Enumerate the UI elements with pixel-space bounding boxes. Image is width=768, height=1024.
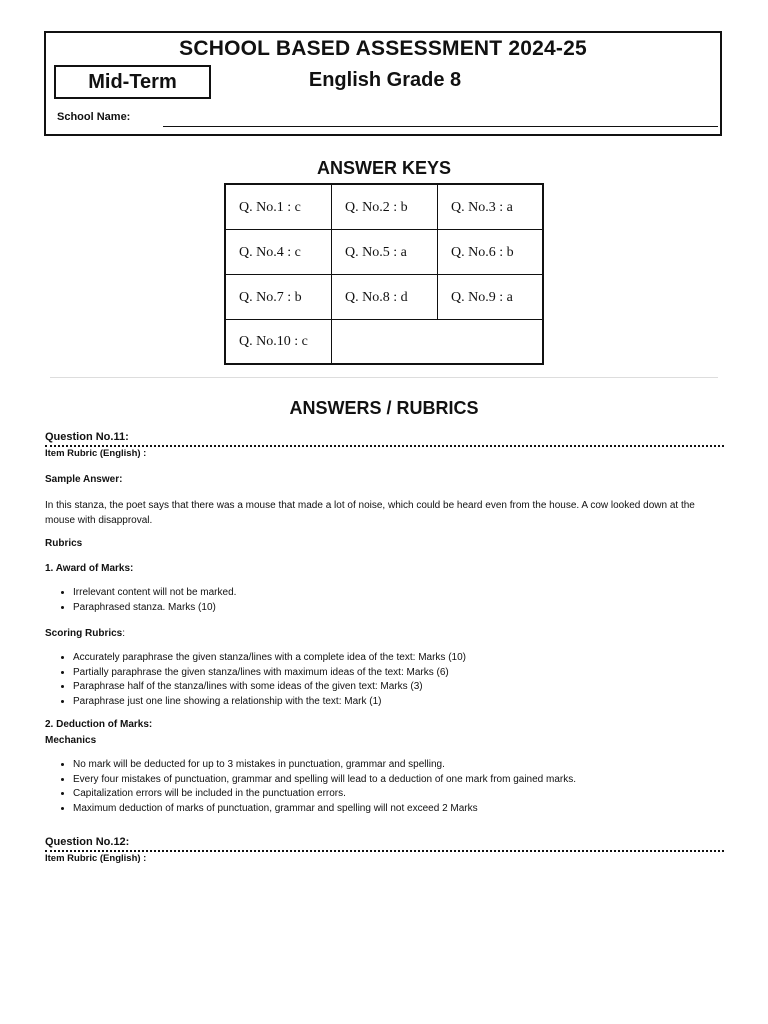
question-title: Question No.11:: [45, 431, 129, 443]
list-item: • Paraphrased stanza. Marks (10): [73, 601, 725, 616]
school-name-label: School Name:: [57, 111, 131, 123]
section-divider: [50, 377, 718, 378]
list-item: • Paraphrase just one line showing a relationship with the text: Mark (1): [73, 695, 725, 710]
answer-key-cell: Q. No.7 : b: [239, 289, 302, 305]
list-item: • Every four mistakes of punctuation, grammar and spelling will lead to a deduction of one mark from gained marks.: [73, 773, 725, 788]
answer-key-cell: Q. No.3 : a: [451, 199, 513, 215]
sample-answer-text: In this stanza, the poet says that there was a mouse that made a lot of noise, which could be heard even from the house. A cow looked down at the mouse with disapproval.: [45, 500, 695, 526]
award-marks-list: [45, 586, 725, 615]
list-item: • Paraphrase half of the stanza/lines with some ideas of the given text: Marks (3): [73, 680, 725, 695]
deduction-marks-label: 2. Deduction of Marks:: [45, 719, 153, 730]
mechanics-list: [45, 758, 725, 816]
answer-key-cell: Q. No.5 : a: [345, 244, 407, 260]
list-item: • Partially paraphrase the given stanza/lines with maximum ideas of the text: Marks (6): [73, 666, 725, 681]
answer-key-cell: Q. No.6 : b: [451, 244, 514, 260]
scoring-rubrics-colon: :: [122, 628, 126, 639]
scoring-rubrics-list: [45, 651, 725, 709]
mechanics-label: Mechanics: [45, 735, 97, 746]
rubrics-label: Rubrics: [45, 538, 83, 549]
answer-key-cell: Q. No.9 : a: [451, 289, 513, 305]
question-title: Question No.12:: [45, 836, 130, 848]
scoring-rubrics-label: Scoring Rubrics: [45, 628, 123, 639]
answer-keys-title: ANSWER KEYS: [316, 158, 451, 178]
header-box: [44, 31, 722, 136]
list-item: • Irrelevant content will not be marked.: [73, 586, 725, 601]
page-subtitle: English Grade 8: [308, 69, 462, 91]
answer-key-cell: Q. No.8 : d: [345, 289, 408, 305]
list-item: • Accurately paraphrase the given stanza/lines with a complete idea of the text: Marks (10): [73, 651, 725, 666]
answer-keys-table: [224, 183, 544, 365]
award-marks-label: 1. Award of Marks:: [45, 563, 134, 574]
school-name-line: [163, 126, 718, 127]
list-item: • No mark will be deducted for up to 3 mistakes in punctuation, grammar and spelling.: [73, 758, 725, 773]
list-item: • Capitalization errors will be included in the punctuation errors.: [73, 787, 725, 802]
answer-key-cell: Q. No.4 : c: [239, 244, 301, 260]
item-rubric-label: Item Rubric (English) :: [45, 853, 147, 864]
sample-answer-label: Sample Answer:: [45, 474, 123, 485]
question-12-title: [45, 835, 725, 850]
item-rubric-label: Item Rubric (English) :: [45, 448, 147, 459]
page-title: SCHOOL BASED ASSESSMENT 2024-25: [179, 37, 587, 60]
term-badge: Mid-Term: [54, 65, 211, 99]
list-item: • Maximum deduction of marks of punctuation, grammar and spelling will not exceed 2 Marks: [73, 802, 725, 817]
rubrics-title: ANSWERS / RUBRICS: [289, 398, 479, 418]
scoring-rubrics-heading: [45, 627, 725, 641]
question-11-title: [45, 430, 725, 445]
answer-key-cell: Q. No.1 : c: [239, 199, 301, 215]
answer-key-cell: Q. No.10 : c: [239, 333, 308, 349]
answer-key-cell: Q. No.2 : b: [345, 199, 408, 215]
